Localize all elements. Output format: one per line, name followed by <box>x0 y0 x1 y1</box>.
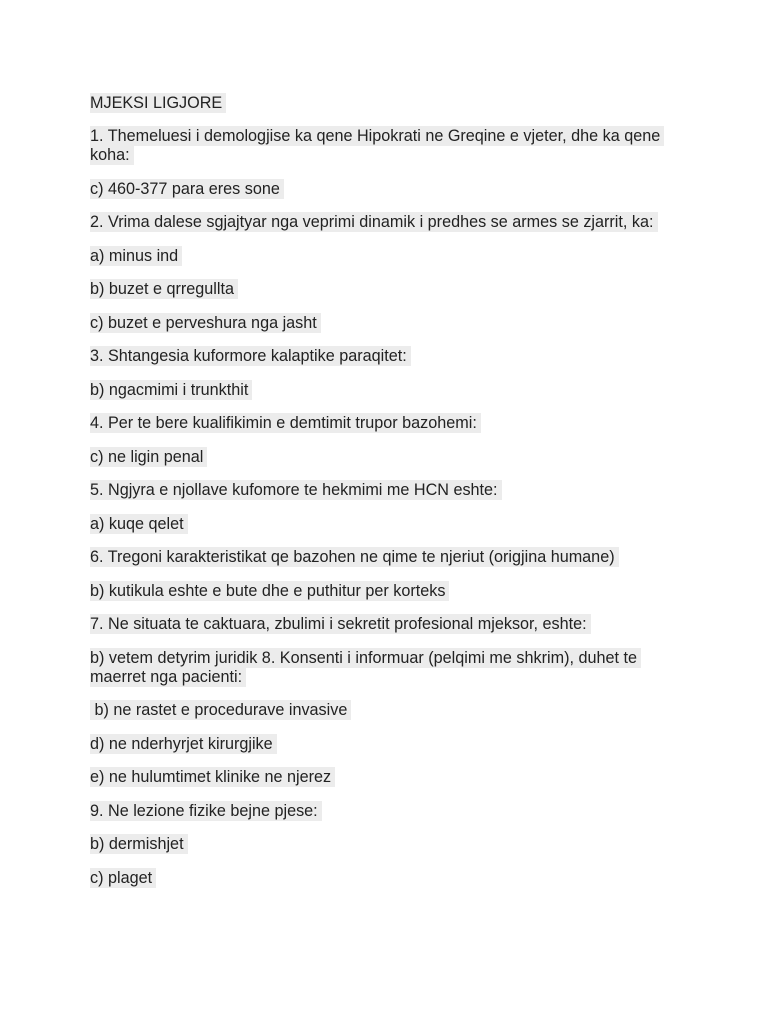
answer-2a <box>90 247 690 266</box>
answer-4c-text: c) ne ligin penal <box>90 447 207 467</box>
answer-7b-question-8 <box>90 649 690 687</box>
answer-1c <box>90 180 690 199</box>
question-9-text: 9. Ne lezione fizike bejne pjese: <box>90 801 322 821</box>
answer-8e <box>90 768 690 787</box>
answer-2c <box>90 314 690 333</box>
answer-2b-text: b) buzet e qrregullta <box>90 279 238 299</box>
question-1 <box>90 127 690 165</box>
question-3-text: 3. Shtangesia kuformore kalaptike paraqitet: <box>90 346 411 366</box>
document-title <box>90 94 690 113</box>
answer-2c-text: c) buzet e perveshura nga jasht <box>90 313 321 333</box>
question-4-text: 4. Per te bere kualifikimin e demtimit trupor bazohemi: <box>90 413 481 433</box>
answer-9b-text: b) dermishjet <box>90 834 188 854</box>
question-7 <box>90 615 690 634</box>
question-6-text: 6. Tregoni karakteristikat qe bazohen ne qime te njeriut (origjina humane) <box>90 547 619 567</box>
question-3 <box>90 347 690 366</box>
question-5 <box>90 481 690 500</box>
answer-1c-text: c) 460-377 para eres sone <box>90 179 284 199</box>
answer-8e-text: e) ne hulumtimet klinike ne njerez <box>90 767 335 787</box>
answer-3b-text: b) ngacmimi i trunkthit <box>90 380 252 400</box>
answer-5a-text: a) kuqe qelet <box>90 514 188 534</box>
question-1-text: 1. Themeluesi i demologjise ka qene Hipokrati ne Greqine e vjeter, dhe ka qene koha: <box>90 126 664 165</box>
question-9 <box>90 802 690 821</box>
answer-6b-text: b) kutikula eshte e bute dhe e puthitur per korteks <box>90 581 449 601</box>
answer-7b-question-8-text: b) vetem detyrim juridik 8. Konsenti i informuar (pelqimi me shkrim), duhet te maerret nga pacienti: <box>90 648 641 687</box>
answer-9c-text: c) plaget <box>90 868 156 888</box>
answer-5a <box>90 515 690 534</box>
answer-9c <box>90 869 690 888</box>
document-body <box>90 94 690 902</box>
document-title-text: MJEKSI LIGJORE <box>90 93 226 113</box>
answer-3b <box>90 381 690 400</box>
answer-4c <box>90 448 690 467</box>
question-2 <box>90 213 690 232</box>
question-4 <box>90 414 690 433</box>
question-7-text: 7. Ne situata te caktuara, zbulimi i sekretit profesional mjeksor, eshte: <box>90 614 591 634</box>
answer-8d-text: d) ne nderhyrjet kirurgjike <box>90 734 277 754</box>
question-6 <box>90 548 690 567</box>
answer-8b <box>90 701 690 720</box>
question-5-text: 5. Ngjyra e njollave kufomore te hekmimi me HCN eshte: <box>90 480 502 500</box>
answer-8d <box>90 735 690 754</box>
question-2-text: 2. Vrima dalese sgjajtyar nga veprimi dinamik i predhes se armes se zjarrit, ka: <box>90 212 658 232</box>
answer-2a-text: a) minus ind <box>90 246 182 266</box>
answer-2b <box>90 280 690 299</box>
answer-6b <box>90 582 690 601</box>
answer-8b-text: b) ne rastet e procedurave invasive <box>90 700 351 720</box>
answer-9b <box>90 835 690 854</box>
